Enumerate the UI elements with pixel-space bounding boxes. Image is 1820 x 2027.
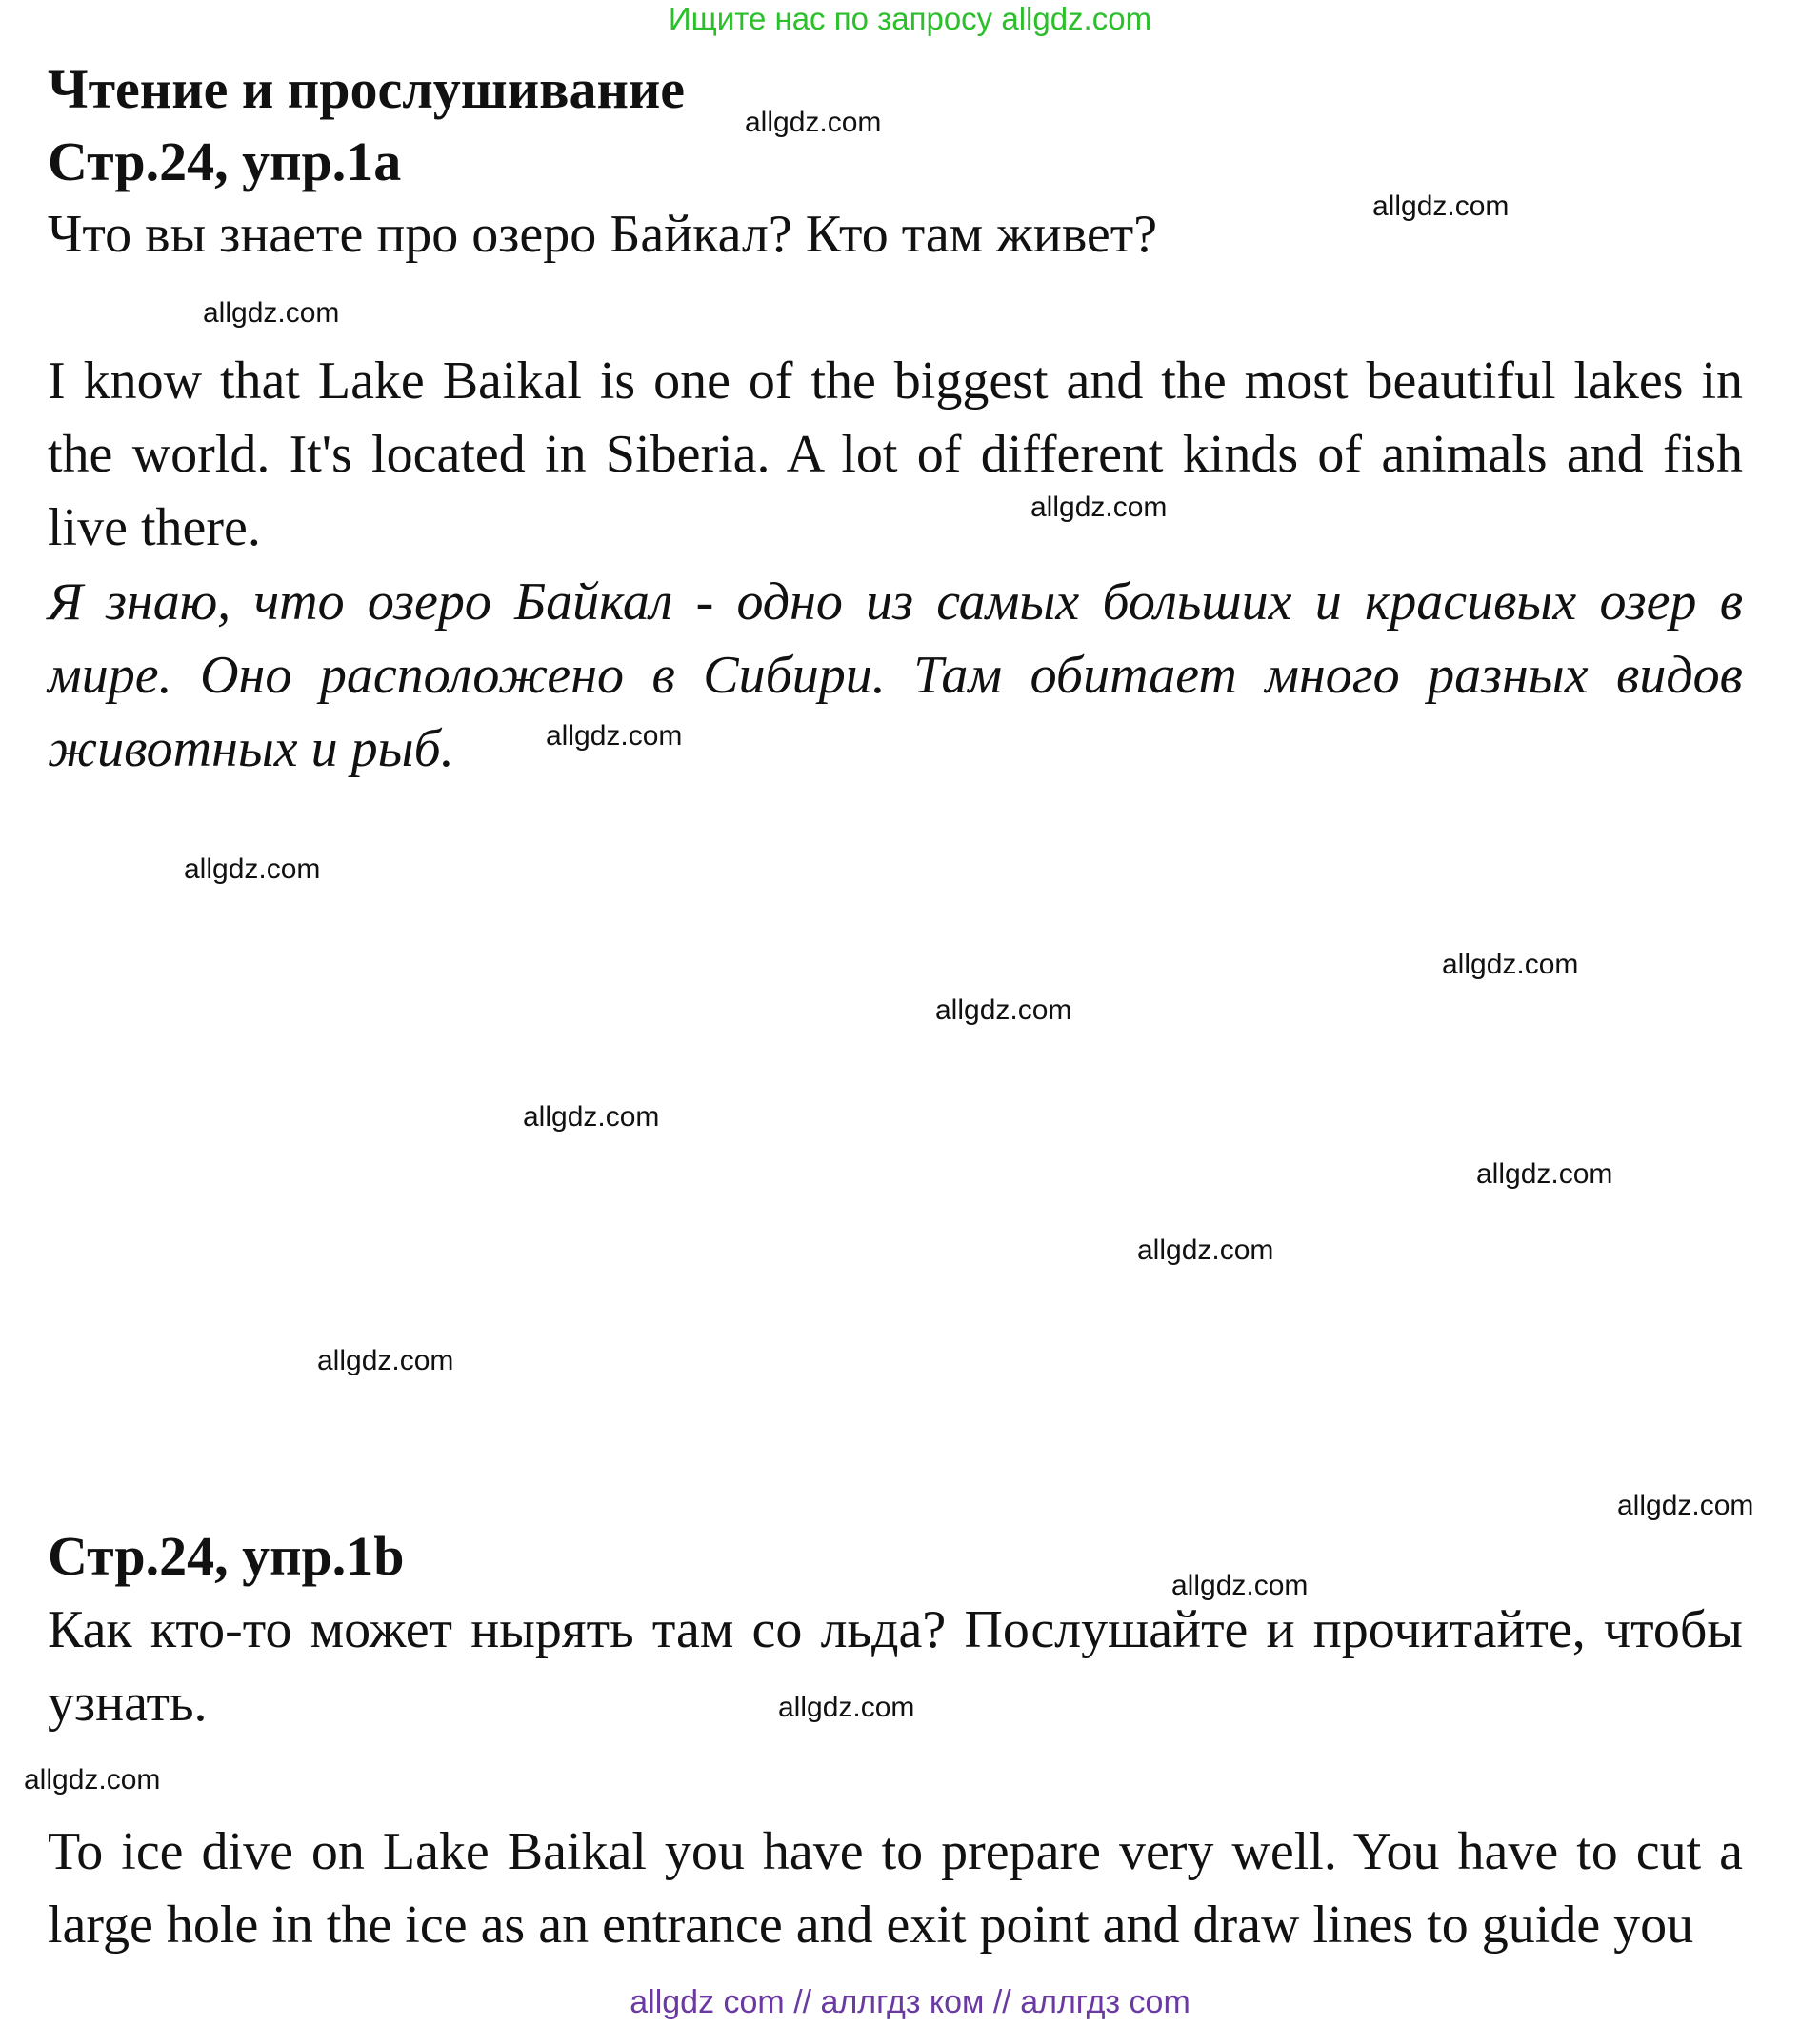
footer-watermark: allgdz com // аллгдз ком // аллгдз com (630, 1984, 1190, 2020)
watermark: allgdz.com (1372, 191, 1510, 222)
watermark: allgdz.com (1476, 1158, 1613, 1190)
watermark: allgdz.com (935, 994, 1072, 1026)
watermark: allgdz.com (546, 720, 683, 752)
watermark: allgdz.com (778, 1692, 915, 1723)
watermark: allgdz.com (24, 1764, 161, 1796)
exercise-1b-question: Как кто-то может нырять там со льда? Послушайте и прочитайте, чтобы узнать. (48, 1600, 1743, 1733)
watermark: allgdz.com (1030, 492, 1168, 523)
watermark: allgdz.com (1171, 1570, 1309, 1601)
exercise-1a-heading: Стр.24, упр.1a (48, 130, 402, 192)
watermark: allgdz.com (184, 853, 321, 885)
exercise-1a-question: Что вы знаете про озеро Байкал? Кто там живет? (48, 205, 1158, 264)
watermark: allgdz.com (203, 297, 340, 329)
watermark: allgdz.com (1617, 1490, 1754, 1521)
section-title: Чтение и прослушивание (48, 58, 686, 120)
top-banner: Ищите нас по запросу allgdz.com (668, 1, 1152, 36)
watermark: allgdz.com (745, 107, 882, 138)
watermark: allgdz.com (317, 1345, 454, 1376)
exercise-1b-heading: Стр.24, упр.1b (48, 1525, 405, 1587)
exercise-1a-answer-en: I know that Lake Baikal is one of the biggest and the most beautiful lakes in the world. It's located in Siberia. A lot of different kinds of animals and fish live there. (48, 351, 1743, 557)
watermark: allgdz.com (523, 1101, 660, 1133)
exercise-1a-answer-ru: Я знаю, что озеро Байкал - одно из самых больших и красивых озер в мире. Оно расположено в Сибири. Там обитает много разных видов животных и рыб. (48, 572, 1743, 778)
exercise-1b-answer-en: To ice dive on Lake Baikal you have to prepare very well. You have to cut a large hole in the ice as an entrance and exit point and draw lines to guide you (48, 1822, 1743, 1955)
watermark: allgdz.com (1442, 949, 1579, 980)
watermark: allgdz.com (1137, 1234, 1274, 1266)
